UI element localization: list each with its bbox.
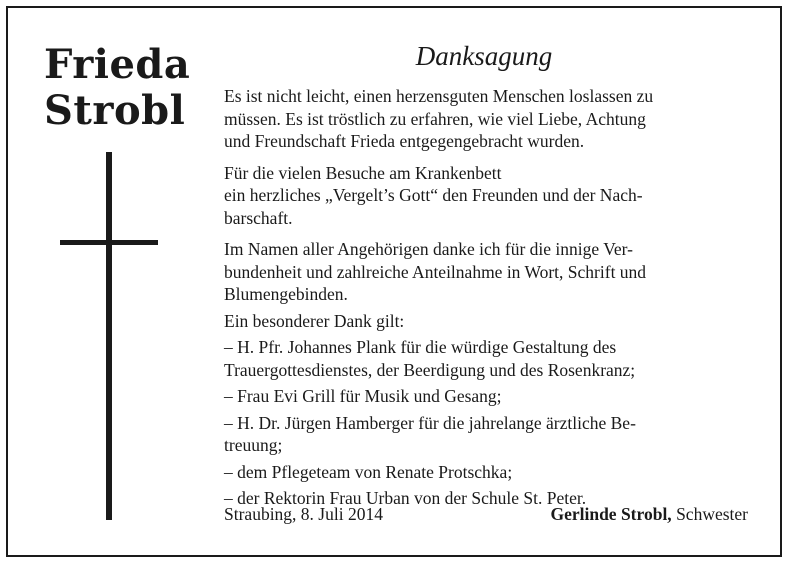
text-line: Im Namen aller Angehörigen danke ich für die innige Ver- (224, 239, 633, 259)
paragraph-visits (224, 162, 748, 230)
signature (550, 503, 748, 525)
first-name: Frieda (44, 41, 191, 88)
thanks-item-pastor (224, 336, 748, 381)
text-line: Blumengebinden. (224, 284, 348, 304)
text-line: – dem Pflegeteam von Renate Protschka; (224, 461, 513, 482)
text-line: – H. Dr. Jürgen Hamberger für die jahrelange ärztliche Be- (224, 412, 636, 433)
text-line: – Frau Evi Grill für Musik und Gesang; (224, 386, 502, 406)
text-line: Es ist nicht leicht, einen herzensguten Menschen loslassen zu (224, 86, 654, 106)
place-date: Straubing, 8. Juli 2014 (224, 504, 383, 524)
text-line: treuung; (224, 435, 283, 455)
text-line: müssen. Es ist tröstlich zu erfahren, wie viel Liebe, Achtung (224, 108, 646, 129)
notice-heading: Danksagung (415, 41, 553, 71)
text-line: barschaft. (224, 207, 293, 228)
notice-footer (224, 503, 748, 525)
thanks-item-doctor (224, 412, 748, 457)
text-line: ein herzliches „Vergelt’s Gott“ den Freunden und der Nach- (224, 185, 643, 205)
thanks-item-care-team (224, 461, 748, 484)
signer-relation: Schwester (671, 504, 748, 524)
cross-horizontal-bar (60, 240, 158, 245)
text-line: und Freundschaft Frieda entgegengebracht wurden. (224, 131, 585, 151)
last-name: Strobl (44, 87, 186, 134)
text-line: – der Rektorin Frau Urban von der Schule St. Peter. (224, 488, 587, 508)
signer-name: Gerlinde Strobl, (550, 504, 672, 524)
text-line: – H. Pfr. Johannes Plank für die würdige Gestaltung des (224, 337, 617, 357)
paragraph-intro (224, 85, 748, 153)
text-line: Trauergottesdienstes, der Beerdigung und des Rosenkranz; (224, 359, 636, 380)
deceased-name (44, 42, 190, 134)
text-line: bundenheit und zahlreiche Anteilnahme in Wort, Schrift und (224, 261, 647, 282)
notice-body (224, 40, 748, 510)
cross-vertical-bar (106, 152, 112, 520)
thanks-item-music (224, 385, 748, 408)
text-line: Für die vielen Besuche am Krankenbett (224, 162, 502, 183)
paragraph-family (224, 238, 748, 306)
special-thanks-intro: Ein besonderer Dank gilt: (224, 310, 405, 331)
